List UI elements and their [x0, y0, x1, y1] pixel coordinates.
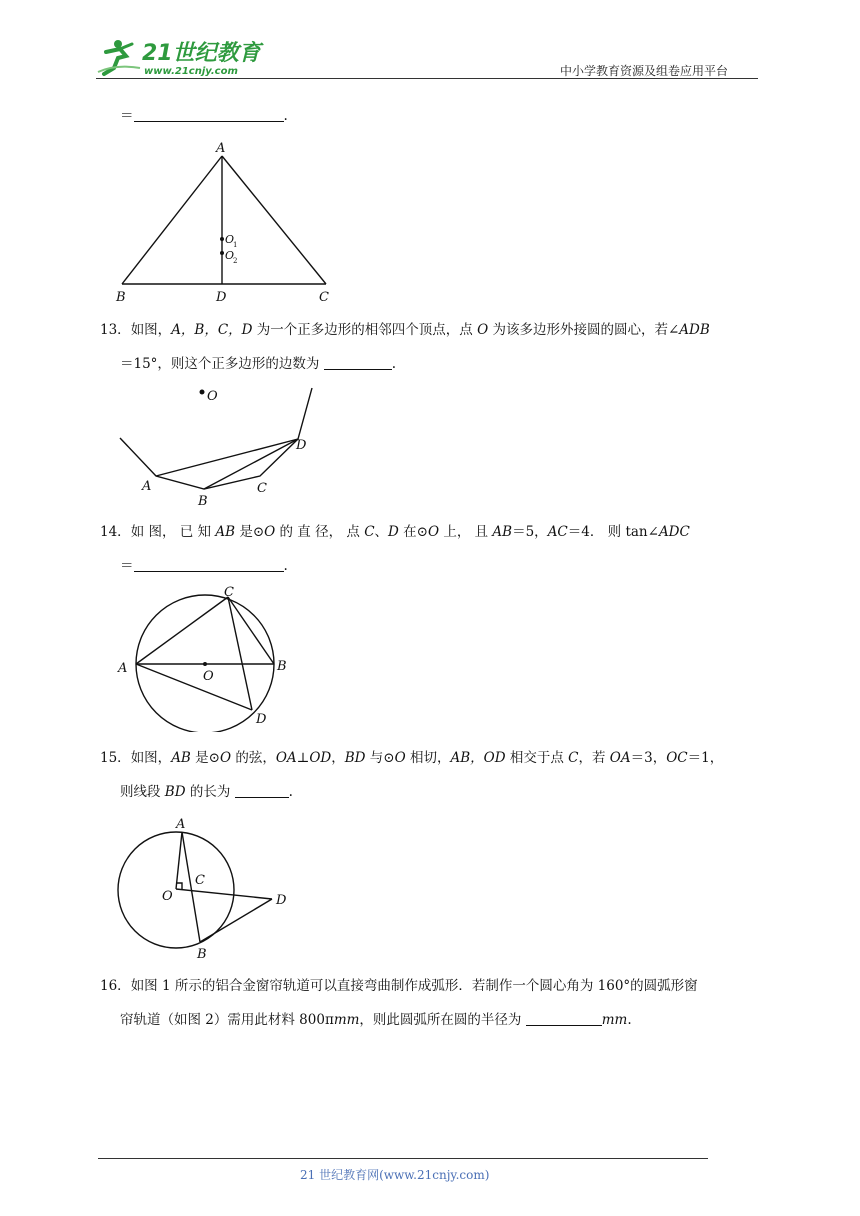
fig13-label-O: O [207, 389, 218, 404]
fig13-label-D: D [296, 438, 307, 453]
svg-text:2: 2 [233, 257, 238, 265]
q13-answer-blank[interactable] [324, 355, 392, 370]
q13-line2: ＝15°，则这个正多边形的边数为 . [120, 356, 397, 372]
fig14-label-B: B [277, 659, 287, 674]
fig15-label-A: A [176, 817, 186, 832]
q14-answer-blank[interactable] [134, 557, 284, 572]
q12-equals: ＝ [120, 108, 134, 124]
q16-answer-blank[interactable] [526, 1011, 602, 1026]
fig14-label-D: D [256, 712, 267, 727]
fig15-label-C: C [195, 873, 205, 888]
figure-12-triangle [110, 136, 350, 312]
figure-15-tangent [110, 812, 310, 962]
q16-line2: 帘轨道（如图 2）需用此材料 800πmm，则此圆弧所在圆的半径为 mm. [120, 1012, 632, 1028]
fig12-label-A: A [216, 141, 226, 156]
logo-url: www.21cnjy.com [144, 66, 238, 77]
header-platform-text: 中小学教育资源及组卷应用平台 [560, 64, 729, 78]
q15-line1: 15．如图，AB 是⊙O 的弦，OA⊥OD，BD 与⊙O 相切，AB，OD 相交于点 C，若 OA＝3，OC＝1， [100, 750, 724, 766]
fig13-label-A: A [142, 479, 152, 494]
q12-answer-line: ＝ . [120, 108, 288, 124]
q15-line2: 则线段 BD 的长为 . [120, 784, 293, 800]
q16-line1: 16．如图 1 所示的铝合金窗帘轨道可以直接弯曲制作成弧形．若制作一个圆心角为 160°的圆弧形窗 [100, 978, 698, 994]
q15-answer-blank[interactable] [235, 783, 289, 798]
fig12-label-O2: O [225, 249, 235, 262]
logo-text: 21世纪教育 [142, 41, 261, 66]
q12-answer-blank[interactable] [134, 107, 284, 122]
header-divider [96, 78, 758, 79]
fig14-label-C: C [224, 585, 234, 600]
fig15-label-D: D [276, 893, 287, 908]
fig12-label-B: B [116, 290, 126, 305]
footer-divider [98, 1158, 708, 1159]
footer-site-text[interactable]: 21 世纪教育网(www.21cnjy.com) [300, 1168, 490, 1182]
site-logo [96, 38, 266, 78]
figure-14-circle [110, 582, 310, 732]
fig14-label-A: A [118, 661, 128, 676]
fig13-label-B: B [198, 494, 208, 509]
fig12-label-C: C [319, 290, 329, 305]
fig14-label-O: O [203, 669, 214, 684]
fig12-label-O1: O [225, 233, 235, 246]
fig13-label-C: C [257, 481, 267, 496]
q14-line2: ＝ . [120, 558, 288, 574]
fig12-label-D: D [216, 290, 227, 305]
svg-text:1: 1 [233, 241, 238, 249]
figure-13-polygon [110, 382, 340, 512]
fig15-label-B: B [197, 947, 207, 962]
q14-line1: 14．如 图， 已 知 AB 是⊙O 的 直 径， 点 C、D 在⊙O 上， 且 AB＝5，AC＝4． 则 tan∠ADC [100, 524, 690, 540]
fig15-label-O: O [162, 889, 173, 904]
q13-line1: 13．如图，A，B，C，D 为一个正多边形的相邻四个顶点，点 O 为该多边形外接圆的圆心，若∠ADB [100, 322, 710, 338]
